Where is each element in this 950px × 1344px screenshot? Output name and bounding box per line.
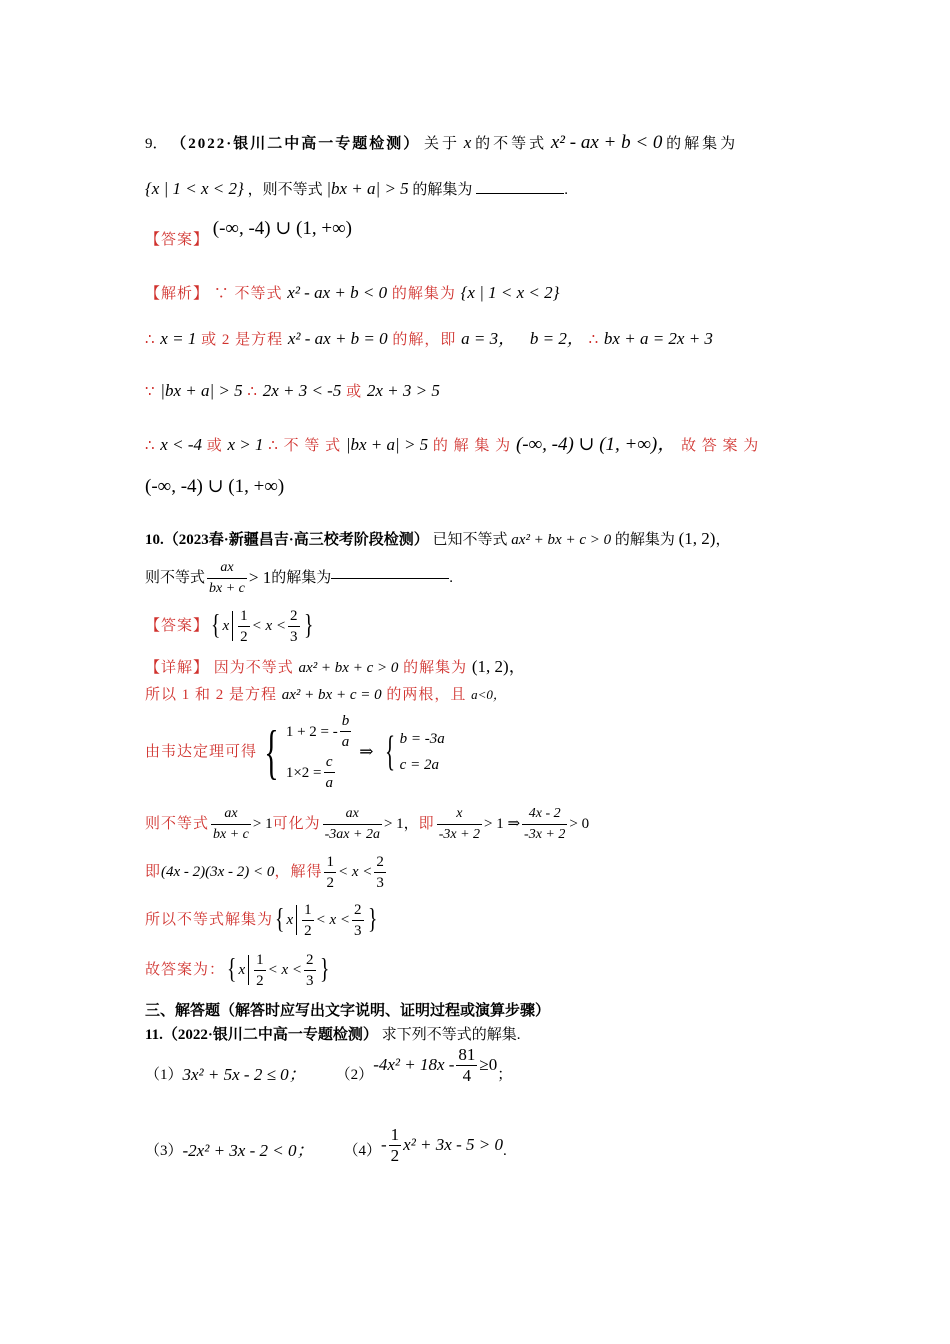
q9-answer-value: (-∞, -4) ∪ (1, +∞) — [212, 218, 352, 239]
q10-detail-line7: 故答案为： { x $\frac{1}{2}$ < x < $\frac{2}{3}$ } — [145, 951, 329, 989]
q9-stem-line1 — [145, 132, 738, 155]
q11-source: 11.（2022·银川二中高一专题检测） — [145, 1027, 378, 1043]
detail-label: 【详解】 — [145, 660, 210, 676]
q9-text: 的解集为 — [412, 182, 473, 198]
q10-detail-line3: 由韦达定理可得 { 1 + 2 = - $\frac{b}{a}$ 1×2 = $\frac{c}{a}$ ⇒ { b = -3a c = 2a — [145, 713, 445, 791]
q10-inequality: ax² + bx + c > 0 — [511, 532, 612, 548]
q11-part3: -2x² + 3x - 2 < 0； — [182, 1141, 314, 1160]
q9-text: 的解集为 — [666, 136, 739, 152]
q10-answer-blank[interactable] — [331, 578, 449, 579]
answer-label: 【答案】 — [145, 232, 210, 248]
q10-source: 10.（2023春·新疆昌吉·高三校考阶段检测） — [145, 532, 429, 548]
q11-part2: -4x² + 18x - — [373, 1055, 455, 1074]
q11-part1: 3x² + 5x - 2 ≤ 0； — [182, 1065, 306, 1084]
q9-analysis-line5: (-∞, -4) ∪ (1, +∞) — [145, 476, 285, 497]
q9-answer-blank[interactable] — [476, 193, 564, 194]
q10-fraction: $\frac{ax}{bx + c}$ — [209, 559, 245, 596]
q9-number: 9． — [145, 136, 168, 152]
q10-stem-line2: 则不等式 $\frac{ax}{bx + c}$ > 1 的解集为 . — [145, 556, 453, 600]
answer-label: 【答案】 — [145, 618, 210, 634]
q9-source: （2022·银川二中高一专题检测） — [171, 136, 421, 152]
section-3-heading: 三、解答题（解答时应写出文字说明、证明过程或演算步骤） — [145, 1003, 551, 1019]
q11-part4: x² + 3x - 5 > 0 — [403, 1135, 503, 1154]
coefficient-system: { b = -3a c = 2a — [384, 729, 445, 775]
q10-detail-line6: 所以不等式解集为 { x $\frac{1}{2}$ < x < $\frac{2}{3}$ } — [145, 901, 377, 939]
q9-analysis-line1: 【解析】 ∵ 不等式 x² - ax + b < 0 的解集为 {x | 1 < x < 2} — [145, 283, 560, 302]
q10-stem-line1: 10.（2023春·新疆昌吉·高三校考阶段检测） 已知不等式 ax² + bx + c > 0 的解集为 (1, 2)， — [145, 529, 731, 548]
q9-analysis-line2: ∴ x = 1 或 2 是方程 x² - ax + b = 0 的解，即 a = 3， b = 2， ∴ bx + a = 2x + 3 — [145, 329, 713, 348]
vieta-system: { 1 + 2 = - $\frac{b}{a}$ 1×2 = $\frac{c}{a}$ — [264, 713, 350, 791]
q10-answer-set: { x $\frac{1}{2}$ < x < $\frac{2}{3}$ } — [211, 607, 313, 645]
q10-detail-line1: 【详解】 因为不等式 ax² + bx + c > 0 的解集为 (1, 2)， — [145, 657, 526, 676]
q9-stem-line2: {x | 1 < x < 2} ，则不等式 |bx + a| > 5 的解集为 . — [145, 179, 568, 198]
q9-text: 关于 — [424, 136, 461, 152]
q9-text: ，则不等式 — [247, 182, 323, 198]
q11-stem: 11.（2022·银川二中高一专题检测） 求下列不等式的解集. — [145, 1027, 521, 1043]
q9-text: 的不等式 — [475, 136, 548, 152]
q11-parts-1-2: （1） 3x² + 5x - 2 ≤ 0； （2） -4x² + 18x - $\frac{81}{4}$ ≥0 ； — [145, 1044, 513, 1085]
q9-analysis-line3: ∵ |bx + a| > 5 ∴ 2x + 3 < -5 或 2x + 3 > 5 — [145, 381, 440, 400]
q9-analysis-line4: ∴ x < -4 或 x > 1 ∴ 不 等 式 |bx + a| > 5 的 解 集 为 (-∞, -4) ∪ (1, +∞)， 故 答 案 为 — [145, 434, 760, 455]
q10-detail-line2: 所以 1 和 2 是方程 ax² + bx + c = 0 的两根，且 a<0， — [145, 687, 506, 703]
q11-parts-3-4: （3） -2x² + 3x - 2 < 0； （4） - $\frac{1}{2}$ x² + 3x - 5 > 0 . — [145, 1124, 507, 1165]
q9-abs-inequality: |bx + a| > 5 — [326, 179, 409, 198]
q10-detail-line4: 则不等式 $\frac{ax}{bx + c}$ > 1 可化为 $\frac{ax}{-3ax + 2a}$ > 1， 即 $\frac{x}{-3x + 2}$ > 1 ⇒ $\frac{4x - 2}{-3x + 2}$ > 0 — [145, 805, 590, 842]
q9-inequality: x² - ax + b < 0 — [550, 132, 663, 153]
analysis-label: 【解析】 — [145, 286, 210, 302]
q10-answer — [145, 604, 315, 648]
q9-var: x — [463, 133, 472, 152]
q9-answer — [145, 218, 352, 251]
q9-solution-set: {x | 1 < x < 2} — [145, 179, 244, 198]
q10-detail-line5: 即 (4x - 2)(3x - 2) < 0 ，解得 $\frac{1}{2}$ < x < $\frac{2}{3}$ — [145, 853, 384, 891]
